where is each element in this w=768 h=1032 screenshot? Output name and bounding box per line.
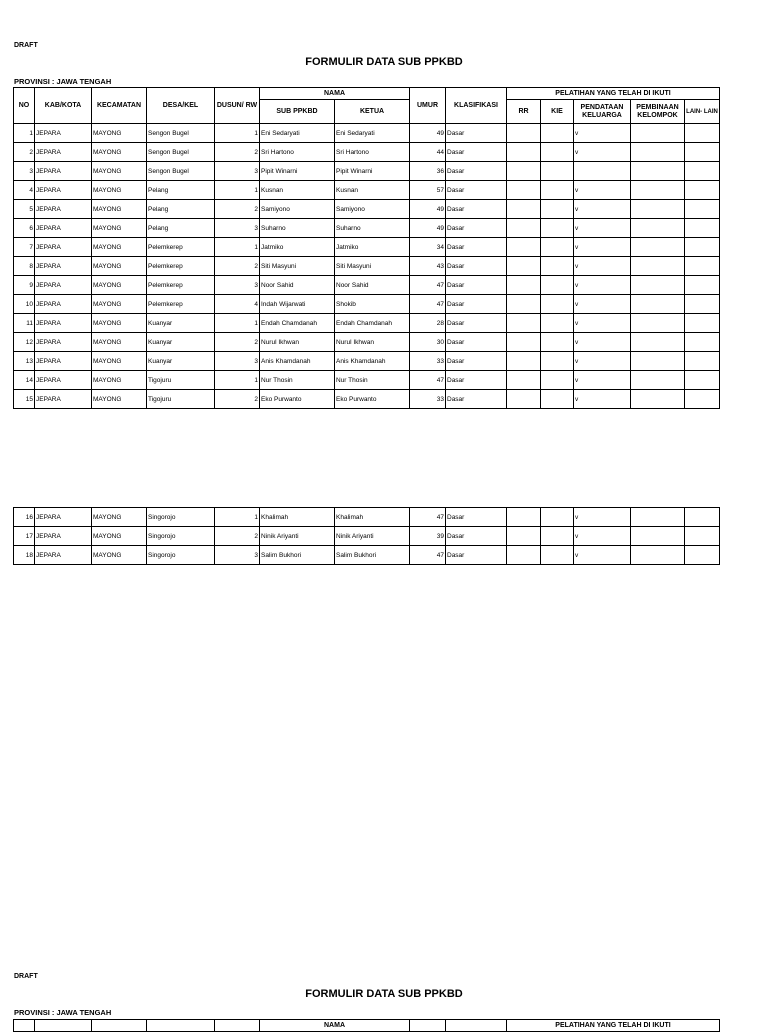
header-kab-kota: KAB/KOTA <box>35 88 92 124</box>
cell-rr <box>507 276 541 295</box>
cell-lain <box>685 371 720 390</box>
cell-kie <box>541 508 574 527</box>
cell-klasifikasi: Dasar <box>446 546 507 565</box>
cell-kie <box>541 181 574 200</box>
cell-ketua: Nur Thosin <box>335 371 410 390</box>
cell-kie <box>541 295 574 314</box>
cell-umur: 47 <box>410 276 446 295</box>
cell-dusun-rw: 2 <box>215 333 260 352</box>
cell-rr <box>507 527 541 546</box>
cell-lain <box>685 295 720 314</box>
cell-klasifikasi: Dasar <box>446 162 507 181</box>
table-row <box>14 200 720 219</box>
header-no: NO <box>14 88 35 124</box>
cell-rr <box>507 508 541 527</box>
cell-umur: 43 <box>410 257 446 276</box>
table-row <box>14 219 720 238</box>
table-row <box>14 295 720 314</box>
cell-sub-ppkbd: Salim Bukhori <box>260 546 335 565</box>
table-row <box>14 508 720 527</box>
cell-kie <box>541 257 574 276</box>
cell-klasifikasi: Dasar <box>446 390 507 409</box>
cell-dusun-rw: 2 <box>215 527 260 546</box>
cell-sub-ppkbd: Jatmiko <box>260 238 335 257</box>
cell-kecamatan: MAYONG <box>92 333 147 352</box>
cell-lain <box>685 546 720 565</box>
cell-pendataan: v <box>574 314 631 333</box>
cell-no: 13 <box>14 352 35 371</box>
cell-rr <box>507 162 541 181</box>
cell-pendataan: v <box>574 143 631 162</box>
cell-kab-kota: JEPARA <box>35 219 92 238</box>
cell-no: 17 <box>14 527 35 546</box>
header-nama: NAMA <box>260 88 410 100</box>
cell-pendataan: v <box>574 371 631 390</box>
cell-pendataan: v <box>574 219 631 238</box>
cell-dusun-rw: 2 <box>215 257 260 276</box>
cell-pembinaan <box>631 390 685 409</box>
cell-pembinaan <box>631 352 685 371</box>
cell-umur: 47 <box>410 546 446 565</box>
table-row <box>14 314 720 333</box>
cell-desa-kel: Singorojo <box>147 527 215 546</box>
cell-sub-ppkbd: Samiyono <box>260 200 335 219</box>
cell-sub-ppkbd: Suharno <box>260 219 335 238</box>
cell-kecamatan: MAYONG <box>92 390 147 409</box>
cell-pendataan: v <box>574 238 631 257</box>
cell-klasifikasi: Dasar <box>446 276 507 295</box>
cell-pembinaan <box>631 546 685 565</box>
cell-dusun-rw: 1 <box>215 314 260 333</box>
cell-ketua: Siti Masyuni <box>335 257 410 276</box>
cell-no: 18 <box>14 546 35 565</box>
cell-ketua: Jatmiko <box>335 238 410 257</box>
header-pelatihan-page2: PELATIHAN YANG TELAH DI IKUTI <box>507 1020 720 1032</box>
table-row <box>14 162 720 181</box>
cell-rr <box>507 143 541 162</box>
header-nama-page2: NAMA <box>260 1020 410 1032</box>
cell-klasifikasi: Dasar <box>446 143 507 162</box>
cell-umur: 49 <box>410 200 446 219</box>
cell-kie <box>541 200 574 219</box>
page-title: FORMULIR DATA SUB PPKBD <box>305 56 463 68</box>
cell-rr <box>507 200 541 219</box>
cell-ketua: Eko Purwanto <box>335 390 410 409</box>
cell-klasifikasi: Dasar <box>446 200 507 219</box>
cell-pembinaan <box>631 257 685 276</box>
cell-rr <box>507 124 541 143</box>
cell-pembinaan <box>631 181 685 200</box>
cell-umur: 47 <box>410 371 446 390</box>
cell-kab-kota: JEPARA <box>35 295 92 314</box>
cell-rr <box>507 371 541 390</box>
table-row <box>14 527 720 546</box>
cell-ketua: Noor Sahid <box>335 276 410 295</box>
cell-no: 16 <box>14 508 35 527</box>
cell-lain <box>685 257 720 276</box>
cell-ketua: Eni Sedaryati <box>335 124 410 143</box>
cell-ketua: Kusnan <box>335 181 410 200</box>
cell-pembinaan <box>631 124 685 143</box>
cell-ketua: Endah Chamdanah <box>335 314 410 333</box>
cell-desa-kel: Sengon Bugel <box>147 124 215 143</box>
cell-kie <box>541 527 574 546</box>
cell-sub-ppkbd: Kusnan <box>260 181 335 200</box>
cell-desa-kel: Pelang <box>147 181 215 200</box>
cell-pendataan: v <box>574 257 631 276</box>
cell-desa-kel: Pelang <box>147 200 215 219</box>
cell-kie <box>541 546 574 565</box>
cell-ketua: Samiyono <box>335 200 410 219</box>
cell-rr <box>507 257 541 276</box>
cell-kab-kota: JEPARA <box>35 143 92 162</box>
cell-no: 12 <box>14 333 35 352</box>
cell-dusun-rw: 2 <box>215 390 260 409</box>
cell-sub-ppkbd: Eni Sedaryati <box>260 124 335 143</box>
cell-klasifikasi: Dasar <box>446 181 507 200</box>
cell-sub-ppkbd: Eko Purwanto <box>260 390 335 409</box>
cell-klasifikasi: Dasar <box>446 333 507 352</box>
cell-klasifikasi: Dasar <box>446 527 507 546</box>
cell-ketua: Khalimah <box>335 508 410 527</box>
header-lain: LAIN- LAIN <box>685 100 720 124</box>
cell-klasifikasi: Dasar <box>446 508 507 527</box>
cell-pembinaan <box>631 238 685 257</box>
cell-kecamatan: MAYONG <box>92 352 147 371</box>
cell-kab-kota: JEPARA <box>35 276 92 295</box>
cell-kab-kota: JEPARA <box>35 181 92 200</box>
cell-desa-kel: Pelang <box>147 219 215 238</box>
table-row <box>14 181 720 200</box>
cell-desa-kel: Singorojo <box>147 508 215 527</box>
cell-lain <box>685 124 720 143</box>
cell-lain <box>685 143 720 162</box>
header-klasifikasi: KLASIFIKASI <box>446 88 507 124</box>
cell-lain <box>685 219 720 238</box>
header-umur: UMUR <box>410 88 446 124</box>
cell-kie <box>541 124 574 143</box>
data-table <box>13 87 720 409</box>
cell-kecamatan: MAYONG <box>92 276 147 295</box>
cell-kecamatan: MAYONG <box>92 371 147 390</box>
cell-klasifikasi: Dasar <box>446 371 507 390</box>
cell-pendataan <box>574 162 631 181</box>
cell-sub-ppkbd: Anis Khamdanah <box>260 352 335 371</box>
cell-ketua: Ninik Ariyanti <box>335 527 410 546</box>
cell-ketua: Nurul Ikhwan <box>335 333 410 352</box>
cell-no: 3 <box>14 162 35 181</box>
cell-lain <box>685 238 720 257</box>
cell-lain <box>685 314 720 333</box>
cell-kab-kota: JEPARA <box>35 508 92 527</box>
cell-desa-kel: Pelemkerep <box>147 238 215 257</box>
cell-pendataan: v <box>574 276 631 295</box>
cell-umur: 49 <box>410 124 446 143</box>
cell-desa-kel: Sengon Bugel <box>147 143 215 162</box>
table-row <box>14 352 720 371</box>
table-row <box>14 238 720 257</box>
cell-no: 5 <box>14 200 35 219</box>
cell-ketua: Sri Hartono <box>335 143 410 162</box>
cell-dusun-rw: 3 <box>215 219 260 238</box>
header-desa-kel: DESA/KEL <box>147 88 215 124</box>
cell-lain <box>685 508 720 527</box>
cell-desa-kel: Tigojuru <box>147 371 215 390</box>
cell-klasifikasi: Dasar <box>446 314 507 333</box>
table-row <box>14 276 720 295</box>
cell-pembinaan <box>631 200 685 219</box>
header-pembinaan: PEMBINAAN KELOMPOK <box>631 100 685 124</box>
cell-pembinaan <box>631 219 685 238</box>
cell-pembinaan <box>631 314 685 333</box>
cell-kab-kota: JEPARA <box>35 124 92 143</box>
cell-kecamatan: MAYONG <box>92 546 147 565</box>
cell-desa-kel: Pelemkerep <box>147 257 215 276</box>
cell-sub-ppkbd: Sri Hartono <box>260 143 335 162</box>
cell-pendataan: v <box>574 200 631 219</box>
header-ketua: KETUA <box>335 100 410 124</box>
cell-pembinaan <box>631 276 685 295</box>
cell-desa-kel: Tigojuru <box>147 390 215 409</box>
cell-pendataan: v <box>574 295 631 314</box>
cell-umur: 49 <box>410 219 446 238</box>
draft-label-page2: DRAFT <box>14 973 38 980</box>
cell-pembinaan <box>631 143 685 162</box>
cell-desa-kel: Pelemkerep <box>147 276 215 295</box>
cell-dusun-rw: 2 <box>215 200 260 219</box>
cell-rr <box>507 546 541 565</box>
cell-sub-ppkbd: Pipit Winarni <box>260 162 335 181</box>
cell-rr <box>507 238 541 257</box>
table-row <box>14 390 720 409</box>
cell-sub-ppkbd: Indah Wijarwati <box>260 295 335 314</box>
cell-umur: 39 <box>410 527 446 546</box>
cell-pembinaan <box>631 527 685 546</box>
cell-pendataan: v <box>574 390 631 409</box>
cell-sub-ppkbd: Khalimah <box>260 508 335 527</box>
cell-dusun-rw: 1 <box>215 508 260 527</box>
cell-kie <box>541 352 574 371</box>
cell-pendataan: v <box>574 508 631 527</box>
cell-pendataan: v <box>574 181 631 200</box>
cell-dusun-rw: 3 <box>215 352 260 371</box>
cell-lain <box>685 276 720 295</box>
cell-lain <box>685 352 720 371</box>
cell-kab-kota: JEPARA <box>35 333 92 352</box>
table-row <box>14 143 720 162</box>
cell-no: 10 <box>14 295 35 314</box>
cell-lain <box>685 181 720 200</box>
table-row <box>14 124 720 143</box>
cell-kab-kota: JEPARA <box>35 390 92 409</box>
cell-klasifikasi: Dasar <box>446 238 507 257</box>
table-row <box>14 333 720 352</box>
cell-kab-kota: JEPARA <box>35 162 92 181</box>
cell-kab-kota: JEPARA <box>35 527 92 546</box>
cell-no: 1 <box>14 124 35 143</box>
header-sub-ppkbd: SUB PPKBD <box>260 100 335 124</box>
cell-sub-ppkbd: Ninik Ariyanti <box>260 527 335 546</box>
cell-ketua: Anis Khamdanah <box>335 352 410 371</box>
header-dusun-rw: DUSUN/ RW <box>215 88 260 124</box>
cell-no: 4 <box>14 181 35 200</box>
cell-umur: 57 <box>410 181 446 200</box>
cell-klasifikasi: Dasar <box>446 257 507 276</box>
province-label-page2: PROVINSI : JAWA TENGAH <box>14 1008 112 1017</box>
cell-kecamatan: MAYONG <box>92 295 147 314</box>
cell-desa-kel: Kuanyar <box>147 333 215 352</box>
cell-lain <box>685 200 720 219</box>
cell-kecamatan: MAYONG <box>92 143 147 162</box>
cell-rr <box>507 219 541 238</box>
header-kie: KIE <box>541 100 574 124</box>
cell-klasifikasi: Dasar <box>446 124 507 143</box>
cell-kab-kota: JEPARA <box>35 371 92 390</box>
header-kecamatan: KECAMATAN <box>92 88 147 124</box>
cell-kecamatan: MAYONG <box>92 162 147 181</box>
cell-kecamatan: MAYONG <box>92 314 147 333</box>
header-pendataan: PENDATAAN KELUARGA <box>574 100 631 124</box>
cell-umur: 33 <box>410 352 446 371</box>
cell-dusun-rw: 2 <box>215 143 260 162</box>
cell-rr <box>507 390 541 409</box>
cell-pembinaan <box>631 162 685 181</box>
cell-kie <box>541 314 574 333</box>
cell-dusun-rw: 1 <box>215 124 260 143</box>
cell-no: 15 <box>14 390 35 409</box>
header-pelatihan: PELATIHAN YANG TELAH DI IKUTI <box>507 88 720 100</box>
cell-kie <box>541 162 574 181</box>
cell-umur: 33 <box>410 390 446 409</box>
data-table-page2 <box>13 1019 720 1032</box>
cell-dusun-rw: 3 <box>215 162 260 181</box>
cell-no: 9 <box>14 276 35 295</box>
cell-umur: 44 <box>410 143 446 162</box>
cell-desa-kel: Sengon Bugel <box>147 162 215 181</box>
cell-kie <box>541 143 574 162</box>
cell-no: 2 <box>14 143 35 162</box>
cell-dusun-rw: 1 <box>215 238 260 257</box>
cell-kie <box>541 371 574 390</box>
cell-kie <box>541 390 574 409</box>
draft-label: DRAFT <box>14 42 38 49</box>
province-label: PROVINSI : JAWA TENGAH <box>14 77 112 86</box>
data-table-continued <box>13 507 720 565</box>
cell-kecamatan: MAYONG <box>92 257 147 276</box>
cell-pendataan: v <box>574 333 631 352</box>
cell-kecamatan: MAYONG <box>92 200 147 219</box>
cell-pendataan: v <box>574 124 631 143</box>
cell-umur: 34 <box>410 238 446 257</box>
table-row <box>14 371 720 390</box>
cell-rr <box>507 314 541 333</box>
cell-rr <box>507 352 541 371</box>
cell-kecamatan: MAYONG <box>92 181 147 200</box>
cell-kie <box>541 333 574 352</box>
cell-kecamatan: MAYONG <box>92 508 147 527</box>
cell-kab-kota: JEPARA <box>35 352 92 371</box>
cell-rr <box>507 181 541 200</box>
cell-pembinaan <box>631 295 685 314</box>
cell-umur: 36 <box>410 162 446 181</box>
cell-kab-kota: JEPARA <box>35 314 92 333</box>
cell-ketua: Pipit Winarni <box>335 162 410 181</box>
cell-kie <box>541 238 574 257</box>
cell-no: 6 <box>14 219 35 238</box>
cell-lain <box>685 333 720 352</box>
cell-desa-kel: Kuanyar <box>147 314 215 333</box>
cell-umur: 47 <box>410 508 446 527</box>
cell-klasifikasi: Dasar <box>446 295 507 314</box>
cell-kab-kota: JEPARA <box>35 238 92 257</box>
cell-sub-ppkbd: Nur Thosin <box>260 371 335 390</box>
cell-dusun-rw: 4 <box>215 295 260 314</box>
cell-klasifikasi: Dasar <box>446 219 507 238</box>
cell-dusun-rw: 3 <box>215 276 260 295</box>
cell-umur: 28 <box>410 314 446 333</box>
table-row <box>14 257 720 276</box>
cell-kie <box>541 219 574 238</box>
cell-lain <box>685 527 720 546</box>
cell-ketua: Salim Bukhori <box>335 546 410 565</box>
cell-pembinaan <box>631 333 685 352</box>
table-row <box>14 546 720 565</box>
cell-sub-ppkbd: Nurul Ikhwan <box>260 333 335 352</box>
cell-kecamatan: MAYONG <box>92 238 147 257</box>
cell-kab-kota: JEPARA <box>35 200 92 219</box>
cell-sub-ppkbd: Noor Sahid <box>260 276 335 295</box>
cell-klasifikasi: Dasar <box>446 352 507 371</box>
cell-rr <box>507 295 541 314</box>
page-title-page2: FORMULIR DATA SUB PPKBD <box>305 988 463 1000</box>
cell-kecamatan: MAYONG <box>92 124 147 143</box>
cell-desa-kel: Singorojo <box>147 546 215 565</box>
cell-desa-kel: Pelemkerep <box>147 295 215 314</box>
cell-kecamatan: MAYONG <box>92 219 147 238</box>
cell-no: 8 <box>14 257 35 276</box>
cell-no: 7 <box>14 238 35 257</box>
cell-ketua: Suharno <box>335 219 410 238</box>
cell-umur: 30 <box>410 333 446 352</box>
cell-no: 14 <box>14 371 35 390</box>
cell-dusun-rw: 1 <box>215 181 260 200</box>
cell-pembinaan <box>631 371 685 390</box>
cell-lain <box>685 162 720 181</box>
cell-umur: 47 <box>410 295 446 314</box>
cell-rr <box>507 333 541 352</box>
cell-pendataan: v <box>574 352 631 371</box>
cell-kie <box>541 276 574 295</box>
cell-lain <box>685 390 720 409</box>
cell-pendataan: v <box>574 546 631 565</box>
header-rr: RR <box>507 100 541 124</box>
cell-pendataan: v <box>574 527 631 546</box>
cell-sub-ppkbd: Endah Chamdanah <box>260 314 335 333</box>
cell-ketua: Shokib <box>335 295 410 314</box>
cell-kab-kota: JEPARA <box>35 257 92 276</box>
cell-pembinaan <box>631 508 685 527</box>
cell-kecamatan: MAYONG <box>92 527 147 546</box>
cell-no: 11 <box>14 314 35 333</box>
cell-sub-ppkbd: Siti Masyuni <box>260 257 335 276</box>
cell-dusun-rw: 1 <box>215 371 260 390</box>
cell-desa-kel: Kuanyar <box>147 352 215 371</box>
cell-kab-kota: JEPARA <box>35 546 92 565</box>
cell-dusun-rw: 3 <box>215 546 260 565</box>
